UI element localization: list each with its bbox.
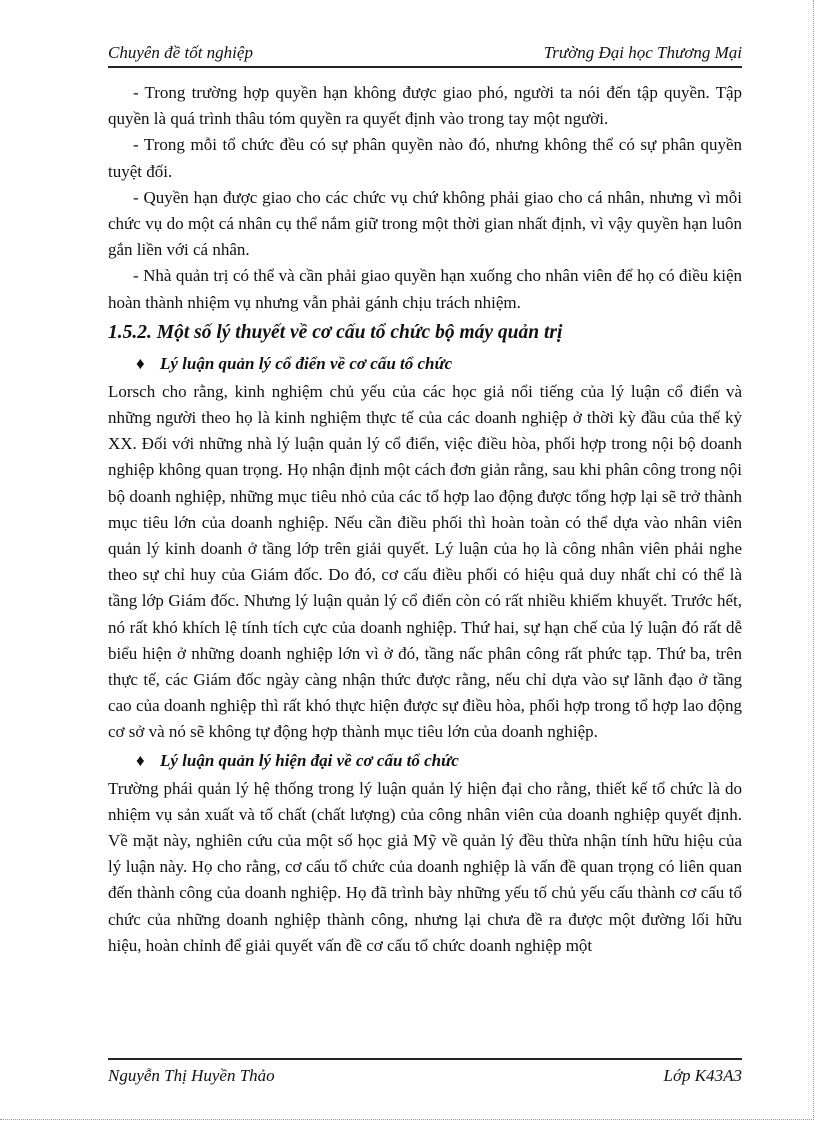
section-heading: 1.5.2. Một số lý thuyết về cơ cấu tổ chức bộ máy quản trị	[108, 321, 563, 343]
diamond-bullet-icon: ♦	[136, 750, 145, 770]
subheading-classical	[108, 349, 742, 379]
page-body	[108, 80, 742, 959]
diamond-bullet-icon: ♦	[136, 353, 145, 373]
page-footer	[108, 1058, 742, 1086]
paragraph-classical-theory: Lorsch cho rằng, kinh nghiệm chủ yếu của các học giả nổi tiếng của lý luận cổ điển và những người theo họ là kinh nghiệm thực tế của các doanh nghiệp ở thời kỳ đầu của thế kỷ XX. Đối với những nhà lý luận quản lý cổ điển, việc điều hòa, phối hợp trong nội bộ doanh nghiệp không quan trọng. Họ nhận định một cách đơn giản rằng, sau khi phân công trong nội bộ doanh nghiệp, những mục tiêu nhỏ của các tổ hợp lao động được tổng hợp lại sẽ trở thành mục tiêu lớn của doanh nghiệp. Nếu cần điều phối thì hoàn toàn có thể dựa vào nhân viên quản lý kinh doanh ở tầng lớp trên giải quyết. Lý luận của họ là công nhân viên phải nghe theo sự chỉ huy của Giám đốc. Do đó, cơ cấu điều phối có hiệu quả duy nhất chỉ có thể là tầng lớp Giám đốc. Nhưng lý luận quản lý cổ điển còn có rất nhiều khiếm khuyết. Trước hết, nó rất khó khích lệ tính tích cực của doanh nghiệp. Thứ hai, sự hạn chế của lý luận đó rất dễ biểu hiện ở những doanh nghiệp lớn vì ở đó, tầng nấc phân công rất phức tạp. Thứ ba, trên thực tế, các Giám đốc ngày càng nhận thức được rằng, nếu chỉ dựa vào sự lãnh đạo ở tầng cao của doanh nghiệp thì rất khó thực hiện được sự điều hòa, phối hợp trong tổ hợp lao động cơ sở và nó sẽ không tự động hợp thành mục tiêu lớn của doanh nghiệp.	[108, 381, 742, 742]
header-university: Trường Đại học Thương Mại	[543, 43, 742, 62]
paragraph-delegation: - Nhà quản trị có thể và cần phải giao quyền hạn xuống cho nhân viên để họ có điều kiện hoàn thành nhiệm vụ nhưng vẫn phải gánh chịu trách nhiệm.	[108, 266, 742, 312]
page-header	[108, 40, 742, 68]
footer-class: Lớp K43A3	[663, 1066, 742, 1085]
header-doc-title: Chuyên đề tốt nghiệp	[108, 43, 253, 62]
subheading-modern-text: Lý luận quản lý hiện đại về cơ cấu tổ chức	[160, 750, 459, 770]
paragraph-modern-theory: Trường phái quản lý hệ thống trong lý luận quản lý hiện đại cho rằng, thiết kế tổ chức là do nhiệm vụ sản xuất và tố chất (chất lượng) của công nhân viên của doanh nghiệp quyết định. Về mặt này, nghiên cứu của một số học giả Mỹ về quản lý đều thừa nhận tính hữu hiệu của lý luận này. Họ cho rằng, cơ cấu tổ chức của doanh nghiệp là vấn đề quan trọng có liên quan đến thành công của doanh nghiệp. Họ đã trình bày những yếu tố chủ yếu cấu thành cơ cấu tổ chức của những doanh nghiệp thành công, nhưng lại chưa đề ra được một đường lối hữu hiệu, hoàn chỉnh để giải quyết vấn đề cơ cấu tổ chức doanh nghiệp một	[108, 778, 742, 955]
paragraph-centralization: - Trong trường hợp quyền hạn không được giao phó, người ta nói đến tập quyền. Tập quyền là quá trình thâu tóm quyền ra quyết định vào trong tay một người.	[108, 83, 742, 129]
subheading-classical-text: Lý luận quản lý cổ điển về cơ cấu tổ chức	[160, 353, 453, 373]
subheading-modern	[108, 746, 742, 776]
paragraph-authority-position: - Quyền hạn được giao cho các chức vụ chứ không phải giao cho cá nhân, nhưng vì mỗi chức vụ do một cá nhân cụ thể nắm giữ trong một thời gian nhất định, vì vậy quyền hạn luôn gắn liền với cá nhân.	[108, 187, 742, 260]
paragraph-decentralization: - Trong mỗi tổ chức đều có sự phân quyền nào đó, nhưng không thể có sự phân quyền tuyệt đối.	[108, 135, 742, 181]
footer-author: Nguyễn Thị Huyền Thảo	[108, 1066, 275, 1085]
